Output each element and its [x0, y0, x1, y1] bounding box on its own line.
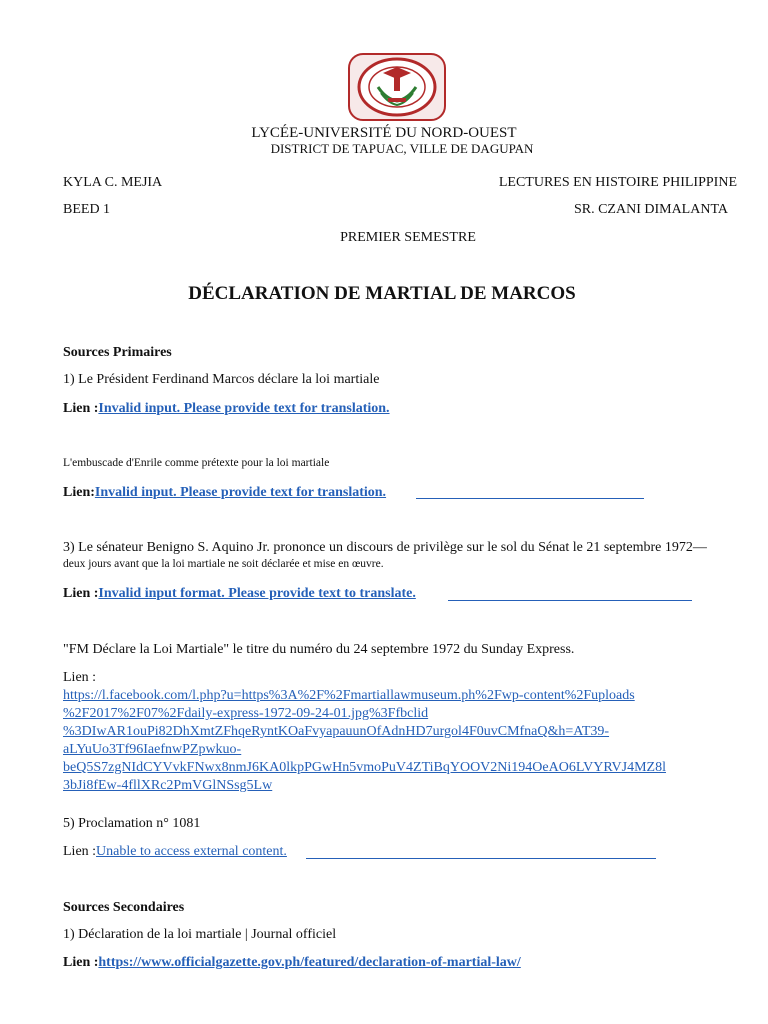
- link-prefix: Lien :: [63, 401, 99, 416]
- instructor: SR. CZANI DIMALANTA: [573, 202, 728, 217]
- primary-item-3-label-cont: deux jours avant que la loi martiale ne soit déclarée et mise en œuvre.: [63, 558, 384, 570]
- primary-item-1-label: 1) Le Président Ferdinand Marcos déclare la loi martiale: [63, 372, 380, 387]
- secondary-item-1-label: 1) Déclaration de la loi martiale | Journal officiel: [63, 927, 337, 942]
- link-prefix: Lien :: [63, 955, 99, 970]
- primary-item-4-link-line-6[interactable]: 3bJi8fEw-4fllXRc2PmVGlNSsg5Lw: [63, 778, 273, 793]
- link-prefix: Lien :: [63, 670, 97, 685]
- link-prefix: Lien :: [63, 586, 99, 601]
- university-seal-logo: [348, 53, 446, 121]
- link-prefix: Lien:: [63, 485, 95, 500]
- primary-item-4-link-line-3[interactable]: %3DIwAR1ouPi82DhXmtZFhqeRyntKOaFvyapauunOfAdnHD7urgol4F0uvCMfnaQ&h=AT39-: [63, 724, 610, 739]
- course-title: LECTURES EN HISTOIRE PHILIPPINE: [498, 175, 737, 190]
- secondary-item-1-link[interactable]: https://www.officialgazette.gov.ph/featured/declaration-of-martial-law/: [98, 955, 521, 970]
- student-name: KYLA C. MEJIA: [63, 175, 163, 190]
- primary-item-4-link-line-2[interactable]: %2F2017%2F07%2Fdaily-express-1972-09-24-01.jpg%3Ffbclid: [63, 706, 429, 721]
- primary-item-1-link[interactable]: Invalid input. Please provide text for translation.: [98, 401, 390, 416]
- link-underline-extension: [306, 858, 656, 859]
- primary-item-2-label: L'embuscade d'Enrile comme prétexte pour la loi martiale: [63, 457, 330, 469]
- primary-item-2-link-row: [63, 485, 386, 501]
- link-prefix: Lien :: [63, 844, 97, 859]
- link-underline-extension: [416, 498, 644, 499]
- school-name: LYCÉE-UNIVERSITÉ DU NORD-OUEST: [251, 125, 517, 141]
- section: BEED 1: [63, 202, 111, 217]
- secondary-item-1-link-row: [63, 955, 521, 971]
- primary-item-1-link-row: [63, 401, 390, 417]
- primary-item-5-link[interactable]: Unable to access external content.: [96, 844, 287, 859]
- document-title: DÉCLARATION DE MARTIAL DE MARCOS: [188, 283, 576, 304]
- primary-item-3-link[interactable]: Invalid input format. Please provide text to translate.: [98, 586, 416, 601]
- primary-item-4-label: "FM Déclare la Loi Martiale" le titre du numéro du 24 septembre 1972 du Sunday Express.: [63, 642, 575, 657]
- primary-item-4-link-line-4[interactable]: aLYuUo3Tf96IaefnwPZpwkuo-: [63, 742, 242, 757]
- primary-item-5-link-row: [63, 844, 287, 860]
- district: DISTRICT DE TAPUAC, VILLE DE DAGUPAN: [270, 141, 534, 156]
- primary-item-3-link-row: [63, 586, 416, 602]
- semester: PREMIER SEMESTRE: [340, 230, 476, 245]
- primary-item-4-link-block: [63, 669, 743, 795]
- primary-item-4-link-line-1[interactable]: https://l.facebook.com/l.php?u=https%3A%2F%2Fmartiallawmuseum.ph%2Fwp-content%2Fuploads: [63, 688, 635, 703]
- primary-item-4-link-line-5[interactable]: beQ5S7zgNIdCYVvkFNwx8nmJ6KA0lkpPGwHn5vmoPuV4ZTiBqYOOV2Ni194OeAO6LVYRVJ4MZ8l: [63, 760, 666, 775]
- primary-sources-heading: Sources Primaires: [63, 345, 172, 360]
- primary-item-2-link[interactable]: Invalid input. Please provide text for translation.: [94, 485, 387, 500]
- primary-item-5-label: 5) Proclamation n° 1081: [63, 816, 201, 831]
- secondary-sources-heading: Sources Secondaires: [63, 900, 185, 915]
- link-underline-extension: [448, 600, 692, 601]
- primary-item-3-label: 3) Le sénateur Benigno S. Aquino Jr. prononce un discours de privilège sur le sol du Sénat le 21 septembre 1972—: [63, 540, 707, 555]
